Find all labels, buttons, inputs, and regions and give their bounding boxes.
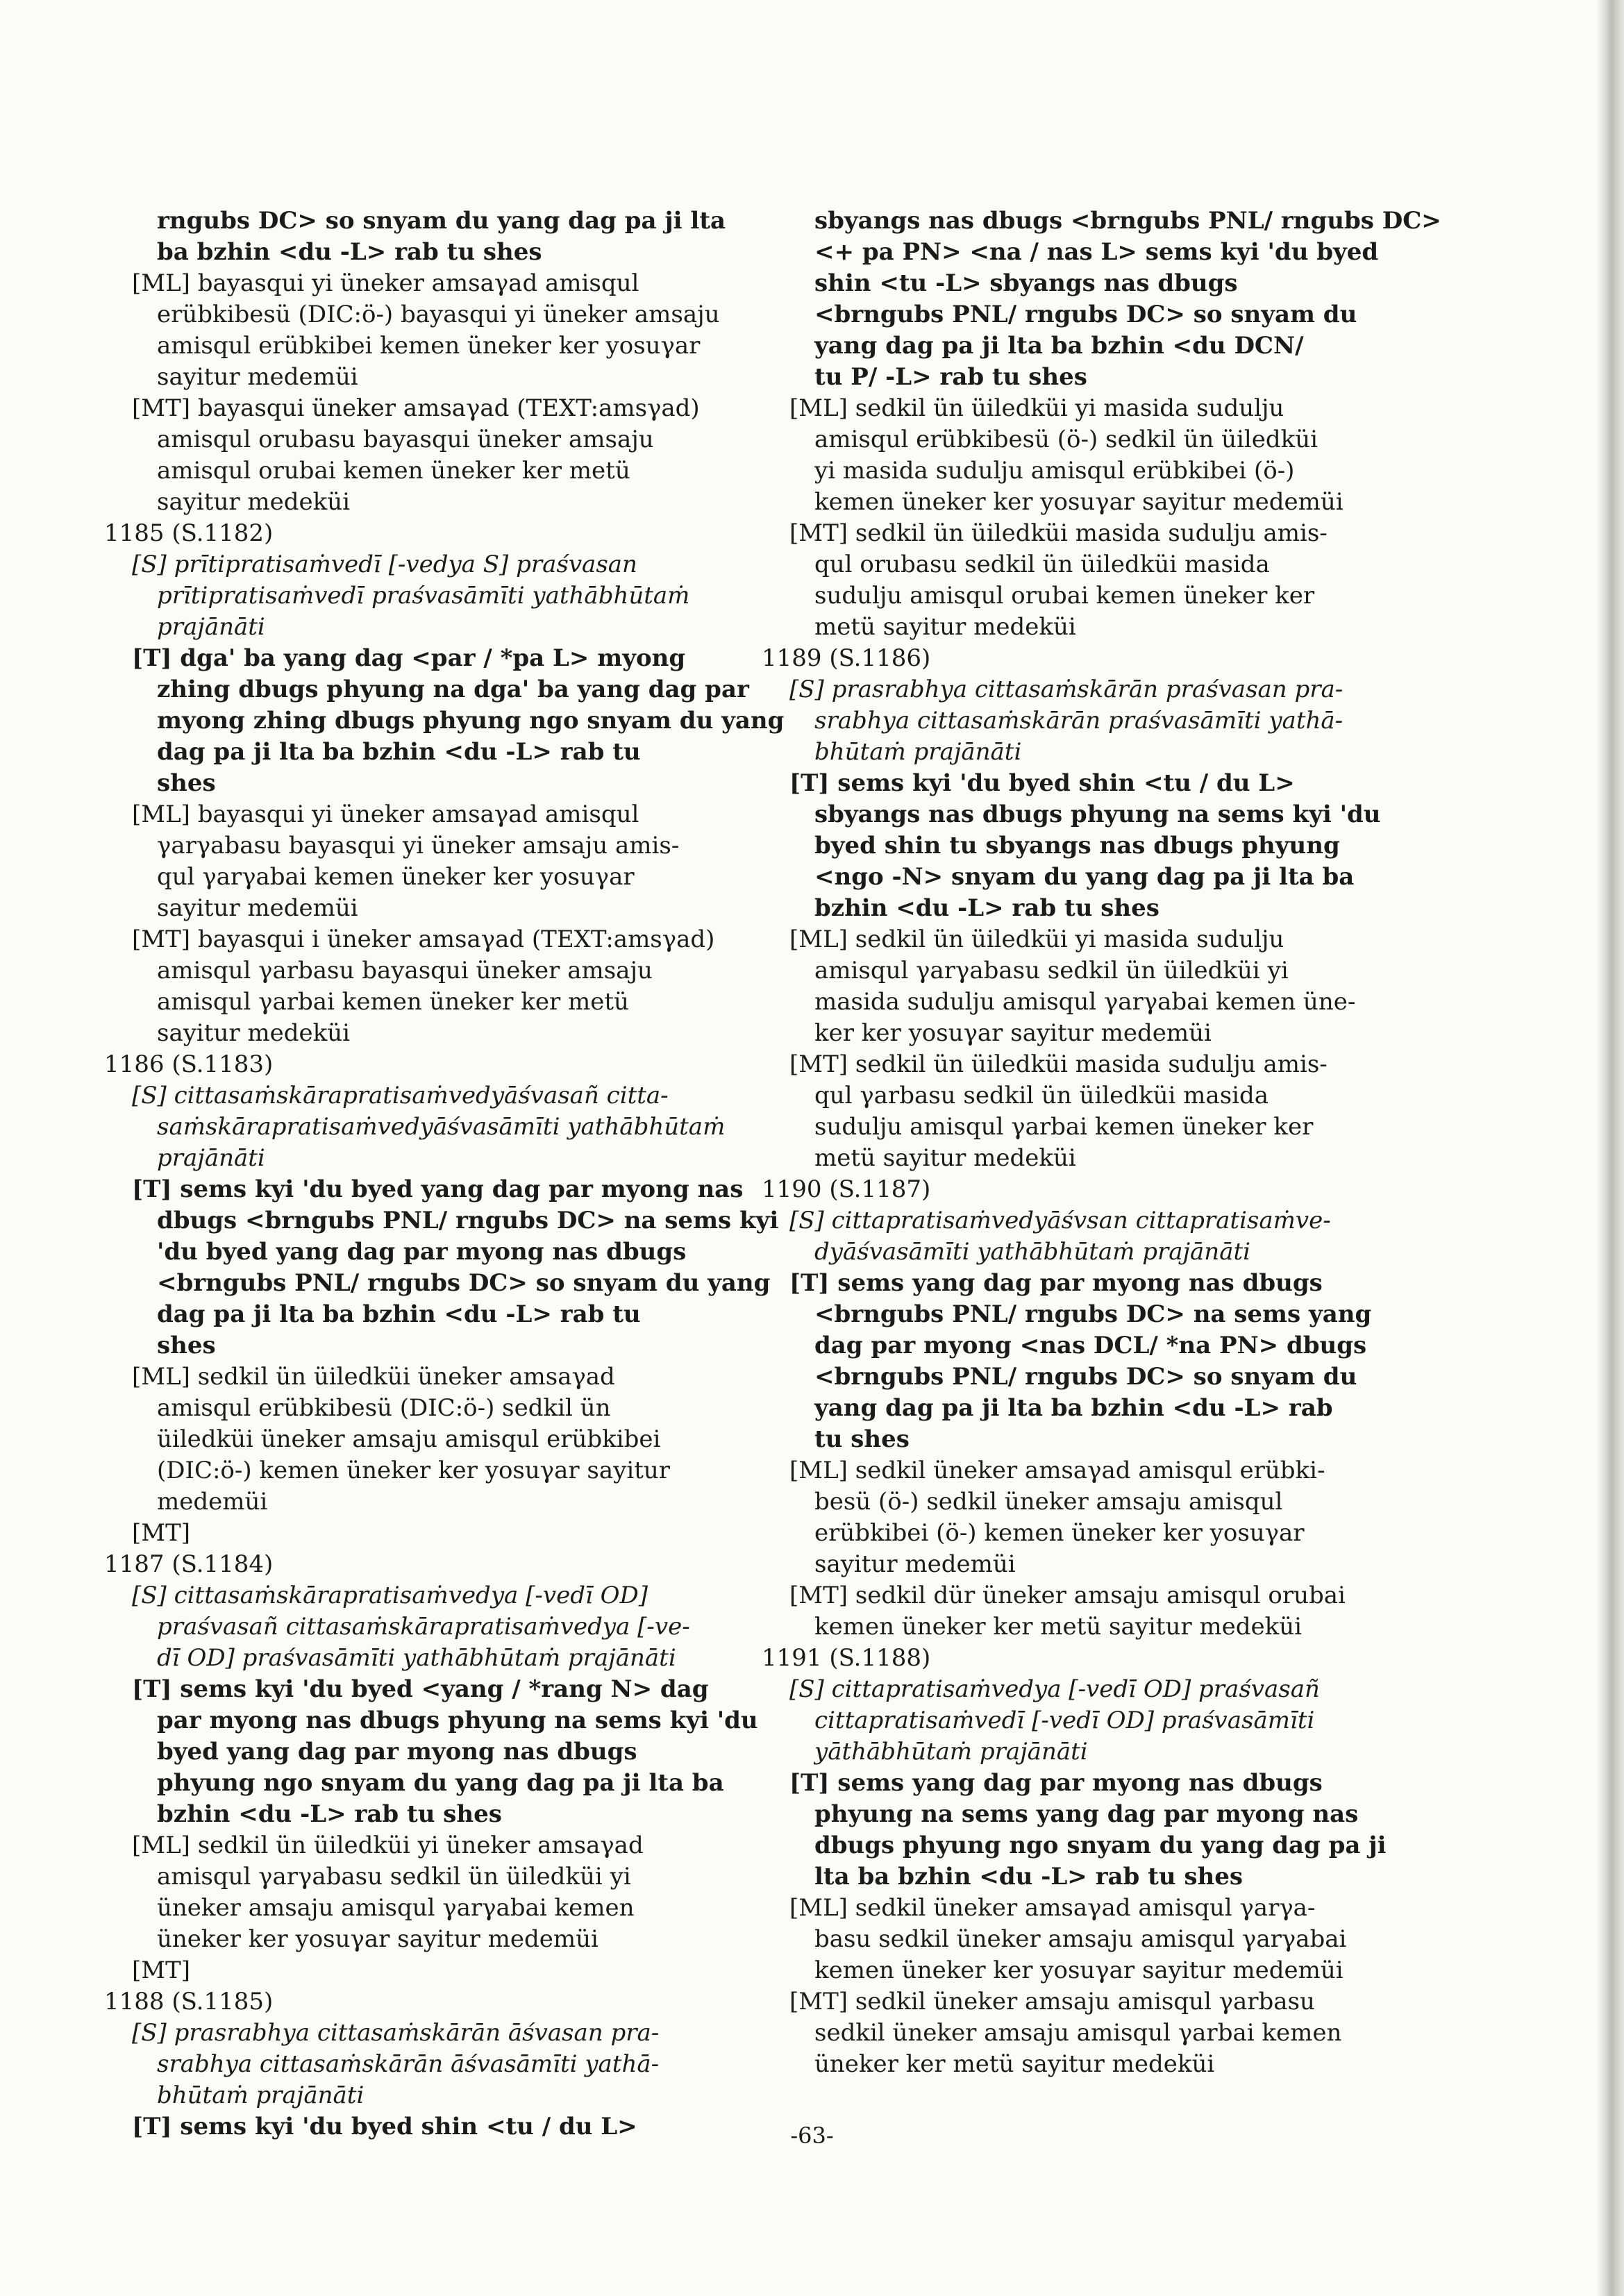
text-line: [MT] xyxy=(132,1519,191,1547)
text-line: yi masida sudulju amisqul erübkibei (ö-) xyxy=(814,457,1295,485)
text-line: bhūtaṁ prajānāti xyxy=(157,2081,365,2109)
text-line: bhūtaṁ prajānāti xyxy=(814,738,1022,766)
text-line: <ngo -N> snyam du yang dag pa ji lta ba xyxy=(814,863,1355,891)
text-line: lta ba bzhin <du -L> rab tu shes xyxy=(814,1863,1244,1891)
text-line: [S] prasrabhya cittasaṁskārān āśvasan pra- xyxy=(132,2019,660,2047)
text-line: [MT] sedkil ün üiledküi masida sudulju amis- xyxy=(789,1050,1328,1078)
text-line: [MT] bayasqui i üneker amsaγad (TEXT:amsγad) xyxy=(132,925,715,953)
text-line: amisqul orubasu bayasqui üneker amsaju xyxy=(157,426,654,453)
text-line: shes xyxy=(157,1332,216,1359)
text-line: sedkil üneker amsaju amisqul γarbai kemen xyxy=(814,2019,1342,2047)
text-line: basu sedkil üneker amsaju amisqul γarγabai xyxy=(814,1925,1347,1953)
text-line: amisqul γarbai kemen üneker ker metü xyxy=(157,988,629,1016)
text-line: [T] dga' ba yang dag <par / *pa L> myong xyxy=(132,644,686,672)
text-line: sbyangs nas dbugs <brngubs PNL/ rngubs DC> xyxy=(814,207,1441,235)
text-line: medemüi xyxy=(157,1488,268,1516)
text-line: [S] prītipratisaṁvedī [-vedya S] praśvasan xyxy=(132,551,637,578)
text-line: dbugs <brngubs PNL/ rngubs DC> na sems kyi xyxy=(157,1207,779,1234)
text-line: [T] sems kyi 'du byed <yang / *rang N> dag xyxy=(132,1675,709,1703)
text-line: [T] sems yang dag par myong nas dbugs xyxy=(789,1769,1323,1797)
text-line: sayitur medemüi xyxy=(814,1550,1016,1578)
entry-number: 1191 (S.1188) xyxy=(762,1644,931,1672)
text-line: [ML] sedkil üneker amsaγad amisqul erübki- xyxy=(789,1457,1325,1484)
text-line: kemen üneker ker yosuγar sayitur medemüi xyxy=(814,488,1343,516)
text-line: [ML] sedkil ün üiledküi yi üneker amsaγad xyxy=(132,1832,644,1859)
text-line: masida sudulju amisqul γarγabai kemen üne- xyxy=(814,988,1356,1016)
text-line: tu shes xyxy=(814,1425,910,1453)
text-line: sayitur medeküi xyxy=(157,488,351,516)
text-line: qul γarbasu sedkil ün üiledküi masida xyxy=(814,1082,1269,1109)
text-line: sudulju amisqul γarbai kemen üneker ker xyxy=(814,1113,1314,1141)
entry-number: 1188 (S.1185) xyxy=(104,1988,274,2016)
text-line: [MT] xyxy=(132,1956,191,1984)
text-line: amisqul erübkibesü (DIC:ö-) sedkil ün xyxy=(157,1394,611,1422)
text-line: [S] cittasaṁskārapratisaṁvedyāśvasañ citta- xyxy=(132,1082,669,1109)
text-line: [S] prasrabhya cittasaṁskārān praśvasan pra- xyxy=(789,676,1343,703)
text-line: phyung ngo snyam du yang dag pa ji lta ba xyxy=(157,1769,724,1797)
text-line: kemen üneker ker yosuγar sayitur medemüi xyxy=(814,1956,1343,1984)
text-line: qul γarγabai kemen üneker ker yosuγar xyxy=(157,863,635,891)
text-line: srabhya cittasaṁskārān āśvasāmīti yathā- xyxy=(157,2050,660,2078)
text-line: sbyangs nas dbugs phyung na sems kyi 'du xyxy=(814,801,1381,828)
text-line: amisqul γarγabasu sedkil ün üiledküi yi xyxy=(157,1863,631,1891)
text-line: prītipratisaṁvedī praśvasāmīti yathābhūtaṁ xyxy=(157,582,690,610)
text-line: dī OD] praśvasāmīti yathābhūtaṁ prajānāti xyxy=(157,1644,676,1672)
page-number: -63- xyxy=(790,2122,834,2149)
text-line: (DIC:ö-) kemen üneker ker yosuγar sayitur xyxy=(157,1457,671,1484)
text-line: amisqul γarbasu bayasqui üneker amsaju xyxy=(157,957,653,984)
text-line: sayitur medemüi xyxy=(157,894,358,922)
text-line: üiledküi üneker amsaju amisqul erübkibei xyxy=(157,1425,661,1453)
text-line: amisqul γarγabasu sedkil ün üiledküi yi xyxy=(814,957,1289,984)
text-line: [ML] bayasqui yi üneker amsaγad amisqul xyxy=(132,801,639,828)
text-line: [MT] bayasqui üneker amsaγad (TEXT:amsγad) xyxy=(132,394,700,422)
text-line: <brngubs PNL/ rngubs DC> so snyam du xyxy=(814,301,1357,328)
text-line: üneker ker yosuγar sayitur medemüi xyxy=(157,1925,598,1953)
text-line: dyāśvasāmīti yathābhūtaṁ prajānāti xyxy=(814,1238,1251,1266)
text-line: phyung na sems yang dag par myong nas xyxy=(814,1800,1359,1828)
text-line: [MT] sedkil dür üneker amsaju amisqul orubai xyxy=(789,1582,1346,1609)
text-line: besü (ö-) sedkil üneker amsaju amisqul xyxy=(814,1488,1283,1516)
text-line: sayitur medeküi xyxy=(157,1019,351,1047)
text-line: γarγabasu bayasqui yi üneker amsaju amis- xyxy=(157,832,680,860)
text-line: üneker amsaju amisqul γarγabai kemen xyxy=(157,1894,635,1922)
text-line: üneker ker metü sayitur medeküi xyxy=(814,2050,1215,2078)
text-line: shes xyxy=(157,769,216,797)
text-line: [T] sems kyi 'du byed shin <tu / du L> xyxy=(789,769,1295,797)
text-line: shin <tu -L> sbyangs nas dbugs xyxy=(814,269,1238,297)
text-line: ker ker yosuγar sayitur medemüi xyxy=(814,1019,1212,1047)
text-line: srabhya cittasaṁskārān praśvasāmīti yathā- xyxy=(814,707,1343,735)
text-line: [ML] bayasqui yi üneker amsaγad amisqul xyxy=(132,269,639,297)
text-line: [ML] sedkil üneker amsaγad amisqul γarγa- xyxy=(789,1894,1316,1922)
text-line: rngubs DC> so snyam du yang dag pa ji lta xyxy=(157,207,726,235)
text-line: [ML] sedkil ün üiledküi yi masida sudulju xyxy=(789,925,1284,953)
entry-number: 1186 (S.1183) xyxy=(104,1050,274,1078)
scanned-page-edge xyxy=(1596,0,1624,2296)
text-line: yang dag pa ji lta ba bzhin <du DCN/ xyxy=(814,332,1304,360)
text-line: dbugs phyung ngo snyam du yang dag pa ji xyxy=(814,1832,1387,1859)
right-column xyxy=(762,206,1441,2080)
text-line: [S] cittapratisaṁvedyāśvsan cittapratisaṁve- xyxy=(789,1207,1331,1234)
text-line: amisqul erübkibesü (ö-) sedkil ün üiledküi xyxy=(814,426,1319,453)
text-line: yang dag pa ji lta ba bzhin <du -L> rab xyxy=(814,1394,1333,1422)
text-line: metü sayitur medeküi xyxy=(814,1144,1076,1172)
text-line: amisqul orubai kemen üneker ker metü xyxy=(157,457,630,485)
text-line: cittapratisaṁvedī [-vedī OD] praśvasāmīti xyxy=(814,1707,1315,1734)
text-line: [MT] sedkil ün üiledküi masida sudulju amis- xyxy=(789,519,1328,547)
text-line: byed yang dag par myong nas dbugs xyxy=(157,1738,637,1766)
text-line: dag pa ji lta ba bzhin <du -L> rab tu xyxy=(157,738,641,766)
text-line: metü sayitur medeküi xyxy=(814,613,1076,641)
text-line: ba bzhin <du -L> rab tu shes xyxy=(157,238,542,266)
text-line: [ML] sedkil ün üiledküi üneker amsaγad xyxy=(132,1363,615,1391)
entry-number: 1187 (S.1184) xyxy=(104,1550,274,1578)
text-line: [MT] sedkil üneker amsaju amisqul γarbasu xyxy=(789,1988,1315,2016)
text-line: 'du byed yang dag par myong nas dbugs xyxy=(157,1238,687,1266)
entry-number: 1190 (S.1187) xyxy=(762,1175,931,1203)
text-line: amisqul erübkibei kemen üneker ker yosuγar xyxy=(157,332,701,360)
text-line: zhing dbugs phyung na dga' ba yang dag par xyxy=(157,676,749,703)
text-line: dag pa ji lta ba bzhin <du -L> rab tu xyxy=(157,1300,641,1328)
text-line: prajānāti xyxy=(157,613,265,641)
entry-number: 1189 (S.1186) xyxy=(762,644,931,672)
left-column xyxy=(104,206,785,2143)
text-line: [S] cittasaṁskārapratisaṁvedya [-vedī OD] xyxy=(132,1582,648,1609)
text-line: <brngubs PNL/ rngubs DC> na sems yang xyxy=(814,1300,1372,1328)
text-line: sudulju amisqul orubai kemen üneker ker xyxy=(814,582,1315,610)
text-line: myong zhing dbugs phyung ngo snyam du yang xyxy=(157,707,785,735)
text-line: prajānāti xyxy=(157,1144,265,1172)
text-line: <+ pa PN> <na / nas L> sems kyi 'du byed xyxy=(814,238,1379,266)
text-line: par myong nas dbugs phyung na sems kyi 'du xyxy=(157,1707,758,1734)
text-line: [ML] sedkil ün üiledküi yi masida sudulju xyxy=(789,394,1284,422)
text-line: saṁskārapratisaṁvedyāśvasāmīti yathābhūtaṁ xyxy=(157,1113,726,1141)
text-line: praśvasañ cittasaṁskārapratisaṁvedya [-ve- xyxy=(157,1613,690,1641)
text-line: qul orubasu sedkil ün üiledküi masida xyxy=(814,551,1270,578)
text-line: [T] sems kyi 'du byed yang dag par myong nas xyxy=(132,1175,744,1203)
text-line: <brngubs PNL/ rngubs DC> so snyam du xyxy=(814,1363,1357,1391)
text-line: erübkibesü (DIC:ö-) bayasqui yi üneker amsaju xyxy=(157,301,720,328)
entry-number: 1185 (S.1182) xyxy=(104,519,274,547)
text-line: erübkibei (ö-) kemen üneker ker yosuγar xyxy=(814,1519,1305,1547)
text-line: [S] cittapratisaṁvedya [-vedī OD] praśvasañ xyxy=(789,1675,1320,1703)
text-line: tu P/ -L> rab tu shes xyxy=(814,363,1087,391)
text-line: <brngubs PNL/ rngubs DC> so snyam du yang xyxy=(157,1269,771,1297)
text-line: bzhin <du -L> rab tu shes xyxy=(814,894,1160,922)
text-line: [T] sems kyi 'du byed shin <tu / du L> xyxy=(132,2113,637,2140)
text-line: kemen üneker ker metü sayitur medeküi xyxy=(814,1613,1303,1641)
text-line: yāthābhūtaṁ prajānāti xyxy=(814,1738,1088,1766)
text-line: sayitur medemüi xyxy=(157,363,358,391)
text-line: bzhin <du -L> rab tu shes xyxy=(157,1800,502,1828)
text-line: [T] sems yang dag par myong nas dbugs xyxy=(789,1269,1323,1297)
text-line: dag par myong <nas DCL/ *na PN> dbugs xyxy=(814,1332,1367,1359)
text-line: byed shin tu sbyangs nas dbugs phyung xyxy=(814,832,1340,860)
